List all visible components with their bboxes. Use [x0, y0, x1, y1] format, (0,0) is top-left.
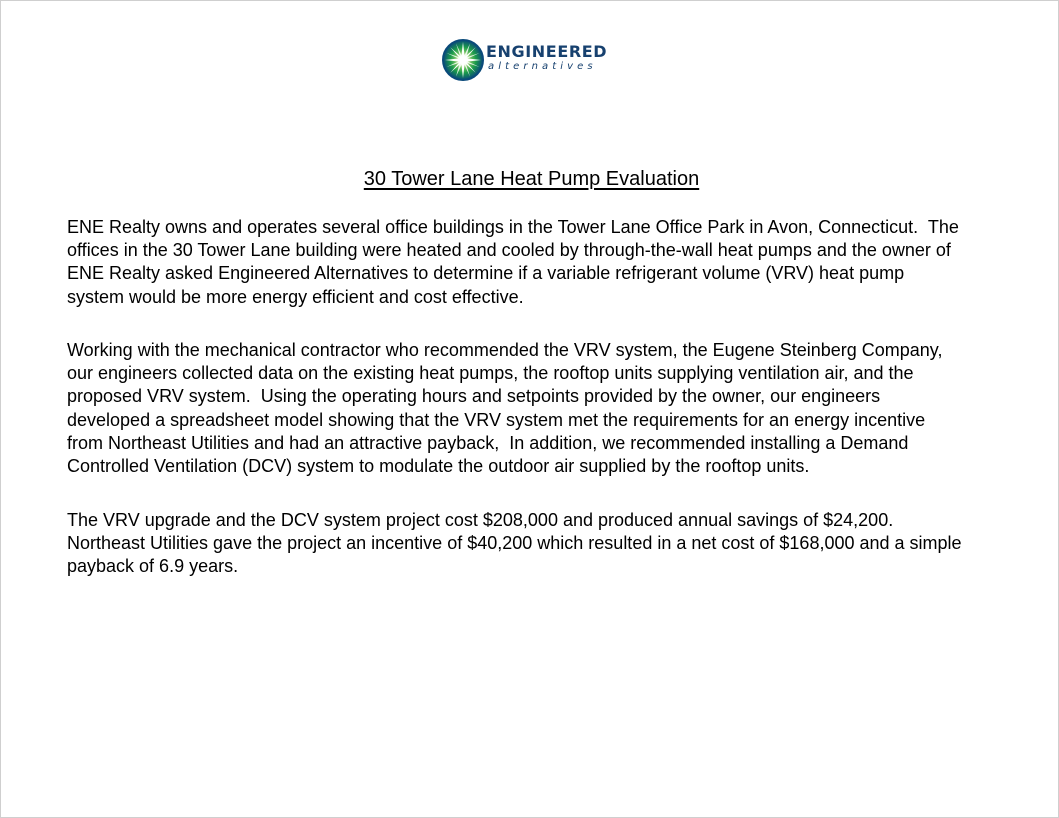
paragraph-line: The VRV upgrade and the DCV system project cost $208,000 and produced annual savings of $24,200. [67, 510, 894, 530]
paragraph-line: Working with the mechanical contractor who recommended the VRV system, the Eugene Steinberg Company, [67, 340, 943, 360]
company-logo [442, 39, 632, 83]
paragraph-line: system would be more energy efficient and cost effective. [67, 286, 524, 307]
paragraph-line: ENE Realty owns and operates several office buildings in the Tower Lane Office Park in Avon, Connecticut. The [67, 217, 959, 237]
paragraph-line: offices in the 30 Tower Lane building were heated and cooled by through-the-wall heat pumps and the owner of [67, 240, 951, 261]
paragraph-line: from Northeast Utilities and had an attractive payback, In addition, we recommended installing a Demand [67, 432, 909, 453]
paragraph-line: payback of 6.9 years. [67, 556, 239, 577]
paragraph-line: ENE Realty asked Engineered Alternatives to determine if a variable refrigerant volume (VRV) heat pump [67, 263, 905, 284]
paragraph-line: proposed VRV system. Using the operating hours and setpoints provided by the owner, our engineers [67, 386, 881, 407]
starburst-globe-icon [442, 39, 484, 81]
paragraph-overview [67, 216, 1027, 309]
paragraph-line: Controlled Ventilation (DCV) system to modulate the outdoor air supplied by the rooftop units. [67, 456, 810, 477]
document-title: 30 Tower Lane Heat Pump Evaluation [363, 168, 700, 190]
paragraph-results [67, 509, 1027, 579]
paragraph-line: our engineers collected data on the existing heat pumps, the rooftop units supplying ventilation air, and the [67, 363, 914, 384]
paragraph-line: developed a spreadsheet model showing that the VRV system met the requirements for an energy incentive [67, 409, 926, 430]
paragraph-line: Northeast Utilities gave the project an incentive of $40,200 which resulted in a net cost of $168,000 and a simple [67, 533, 962, 554]
logo-wordmark-primary: ENGINEERED [486, 42, 608, 61]
paragraph-approach [67, 339, 1027, 478]
logo-wordmark-secondary: alternatives [488, 61, 597, 72]
